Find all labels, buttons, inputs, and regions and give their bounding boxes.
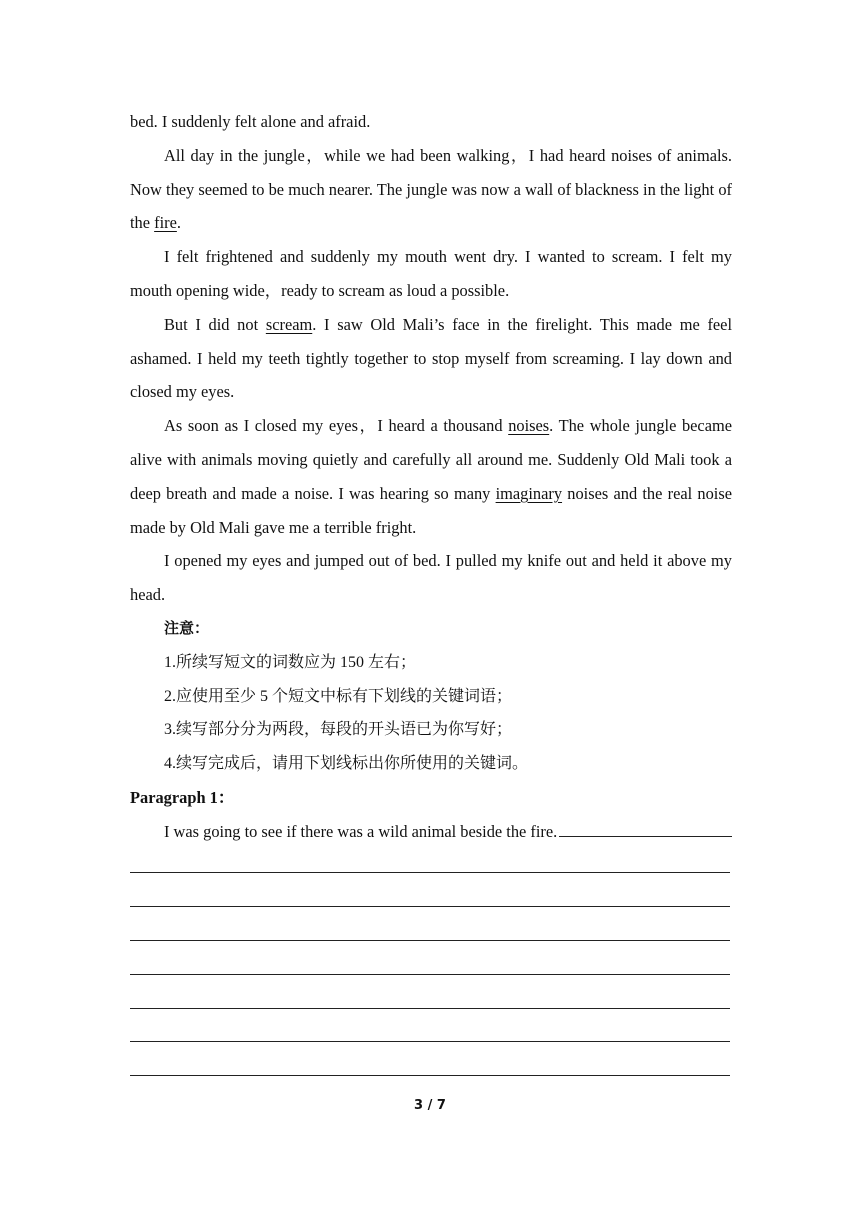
paragraph-1-heading: Paragraph 1： — [130, 787, 235, 807]
key-word-fire: fire — [154, 213, 177, 233]
answer-blank-line[interactable] — [130, 882, 732, 916]
story-text: . I saw Old Mali’s face in the firelight. This made me feel ashamed. I held my teeth tightly together to stop myself from screaming. I lay down and closed my eyes. — [130, 314, 733, 402]
story-text: I opened my eyes and jumped out of bed. I pulled my knife out and held it above my head. — [130, 551, 732, 605]
story-text: noises and the real noise made by Old Mali gave me a terrible fright. — [130, 483, 732, 537]
key-word-scream: scream — [265, 314, 313, 334]
story-text: As soon as I closed my eyes，I heard a thousand — [164, 416, 509, 436]
note-item: 1.所续写短文的词数应为 150 左右； — [164, 653, 417, 671]
story-paragraph — [130, 240, 732, 308]
story-paragraph — [130, 544, 732, 612]
answer-blank-line[interactable] — [130, 849, 732, 883]
key-word-imaginary: imaginary — [495, 483, 563, 503]
story-text: . The whole jungle became alive with animals moving quietly and carefully all around me. Suddenly Old Mali took a deep breath and made a noise. I was hearing so many — [130, 416, 733, 503]
notes-title: 注意： — [164, 618, 210, 637]
answer-blank-line[interactable] — [130, 950, 732, 984]
page-content — [130, 105, 732, 1085]
answer-blank-line[interactable] — [130, 1051, 732, 1085]
paragraph-1-lead — [130, 815, 732, 849]
paragraph-1-lead-text: I was going to see if there was a wild animal beside the fire. — [164, 821, 558, 841]
story-paragraph — [130, 105, 732, 139]
answer-blank-line[interactable] — [130, 984, 732, 1018]
story-text: All day in the jungle，while we had been walking，I had heard noises of animals. Now they seemed to be much nearer. The jungle was now a wall of blackness in the light of the — [130, 145, 732, 233]
story-paragraph — [130, 409, 732, 544]
note-item: 2.应使用至少 5 个短文中标有下划线的关键词语； — [164, 687, 513, 705]
story-text: But I did not — [164, 314, 266, 334]
story-paragraph — [130, 139, 732, 240]
answer-blank-line[interactable] — [130, 916, 732, 950]
key-word-noises: noises — [508, 416, 550, 436]
story-text: bed. I suddenly felt alone and afraid. — [130, 112, 371, 131]
story-text: I felt frightened and suddenly my mouth went dry. I wanted to scream. I felt my mouth opening wide，ready to scream as loud a possible. — [130, 247, 732, 300]
answer-blank-line[interactable] — [130, 1018, 732, 1052]
story-paragraph — [130, 308, 732, 409]
story-text: . — [176, 213, 181, 233]
note-item: 4.续写完成后，请用下划线标出你所使用的关键词。 — [164, 755, 529, 773]
answer-blank-line[interactable] — [559, 816, 732, 837]
page-number: 3 / 7 — [414, 1098, 446, 1113]
note-item: 3.续写部分分为两段，每段的开头语已为你写好； — [164, 721, 513, 739]
